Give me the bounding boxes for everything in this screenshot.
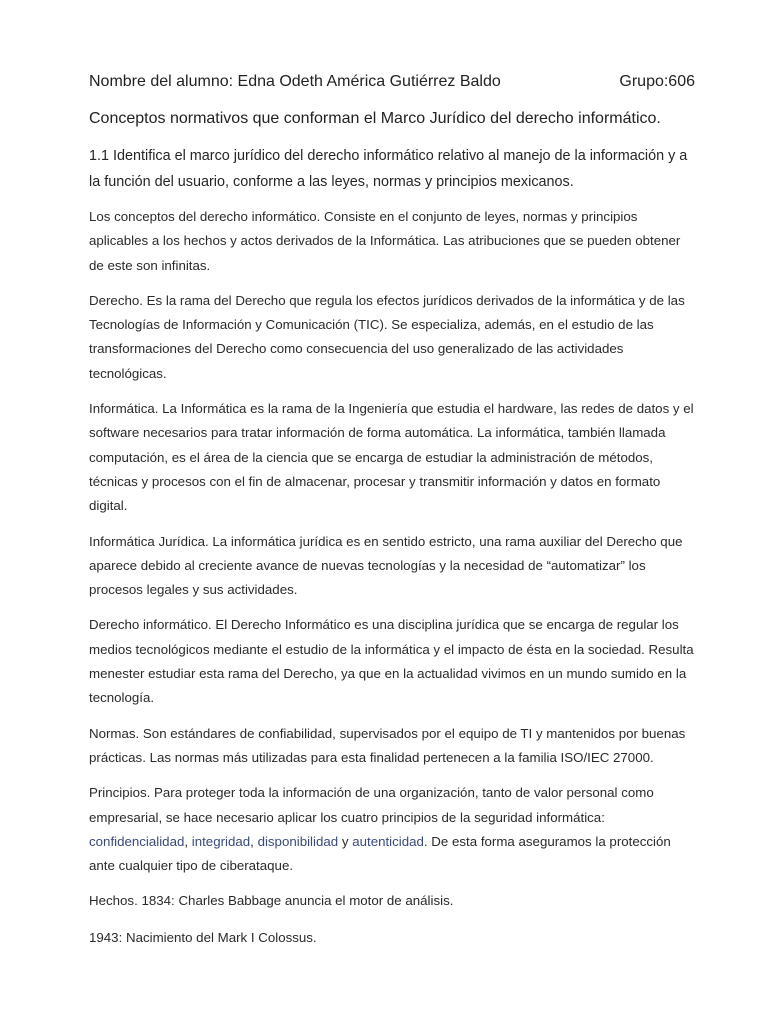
paragraph-principios (89, 781, 695, 878)
link-disponibilidad[interactable]: disponibilidad (257, 833, 339, 849)
paragraph-derecho: Derecho. Es la rama del Derecho que regula los efectos jurídicos derivados de la informática y de las Tecnologías de Información y Comunicación (TIC). Se especializa, además, en el estudio de las transformaciones del Derecho como consecuencia del uso generalizado de las actividades tecnológicas. (89, 292, 685, 381)
link-autenticidad[interactable]: autenticidad (352, 833, 424, 849)
group-number: Grupo:606 (619, 73, 695, 90)
principios-sep-3: y (338, 833, 353, 849)
paragraph-hecho-1943: 1943: Nacimiento del Mark I Colossus. (89, 929, 317, 945)
document-header (89, 70, 695, 94)
principios-outro: . De esta forma aseguramos la protección ante cualquier tipo de ciberataque. (89, 833, 671, 874)
principios-intro: Principios. Para proteger toda la información de una organización, tanto de valor personal como empresarial, se hace necesario aplicar los cuatro principios de la seguridad informática: (89, 785, 654, 825)
principios-sep-2: , (250, 833, 258, 849)
paragraph-derecho-informatico: Derecho informático. El Derecho Informático es una disciplina jurídica que se encarga de regular los medios tecnológicos mediante el estudio de la informática y el impacto de ésta en la sociedad. Resulta menester estudiar esta rama del Derecho, ya que en la actualidad vivimos en un mundo sumido en la tecnología. (89, 617, 694, 706)
link-integridad[interactable]: integridad (191, 833, 251, 849)
paragraph-informatica: Informática. La Informática es la rama de la Ingeniería que estudia el hardware, las redes de datos y el software necesarios para tratar información de forma automática. La informática, también llamada computación, es el área de la ciencia que se encarga de estudiar la administración de métodos, técnicas y procesos con el fin de almacenar, procesar y transmitir información y datos en formato digital. (89, 401, 694, 514)
link-confidencialidad[interactable]: confidencialidad (89, 833, 185, 849)
paragraph-normas: Normas. Son estándares de confiabilidad, supervisados por el equipo de TI y mantenidos por buenas prácticas. Las normas más utilizadas para esta finalidad pertenecen a la familia ISO/IEC 27000. (89, 725, 686, 765)
paragraph-hechos: Hechos. 1834: Charles Babbage anuncia el motor de análisis. (89, 893, 454, 909)
document-title: Conceptos normativos que conforman el Marco Jurídico del derecho informático. (89, 110, 661, 127)
student-name: Nombre del alumno: Edna Odeth América Gutiérrez Baldo (89, 73, 501, 90)
principios-sep-1: , (184, 833, 192, 849)
paragraph-informatica-juridica: Informática Jurídica. La informática jurídica es en sentido estricto, una rama auxiliar del Derecho que aparece debido al creciente avance de nuevas tecnologías y la necesidad de “automatizar” los procesos legales y sus actividades. (89, 533, 683, 598)
paragraph-conceptos: Los conceptos del derecho informático. Consiste en el conjunto de leyes, normas y principios aplicables a los hechos y actos derivados de la Informática. Las atribuciones que se pueden obtener de este son infinitas. (89, 209, 681, 273)
document-subtitle: 1.1 Identifica el marco jurídico del derecho informático relativo al manejo de la información y a la función del usuario, conforme a las leyes, normas y principios mexicanos. (89, 148, 688, 190)
